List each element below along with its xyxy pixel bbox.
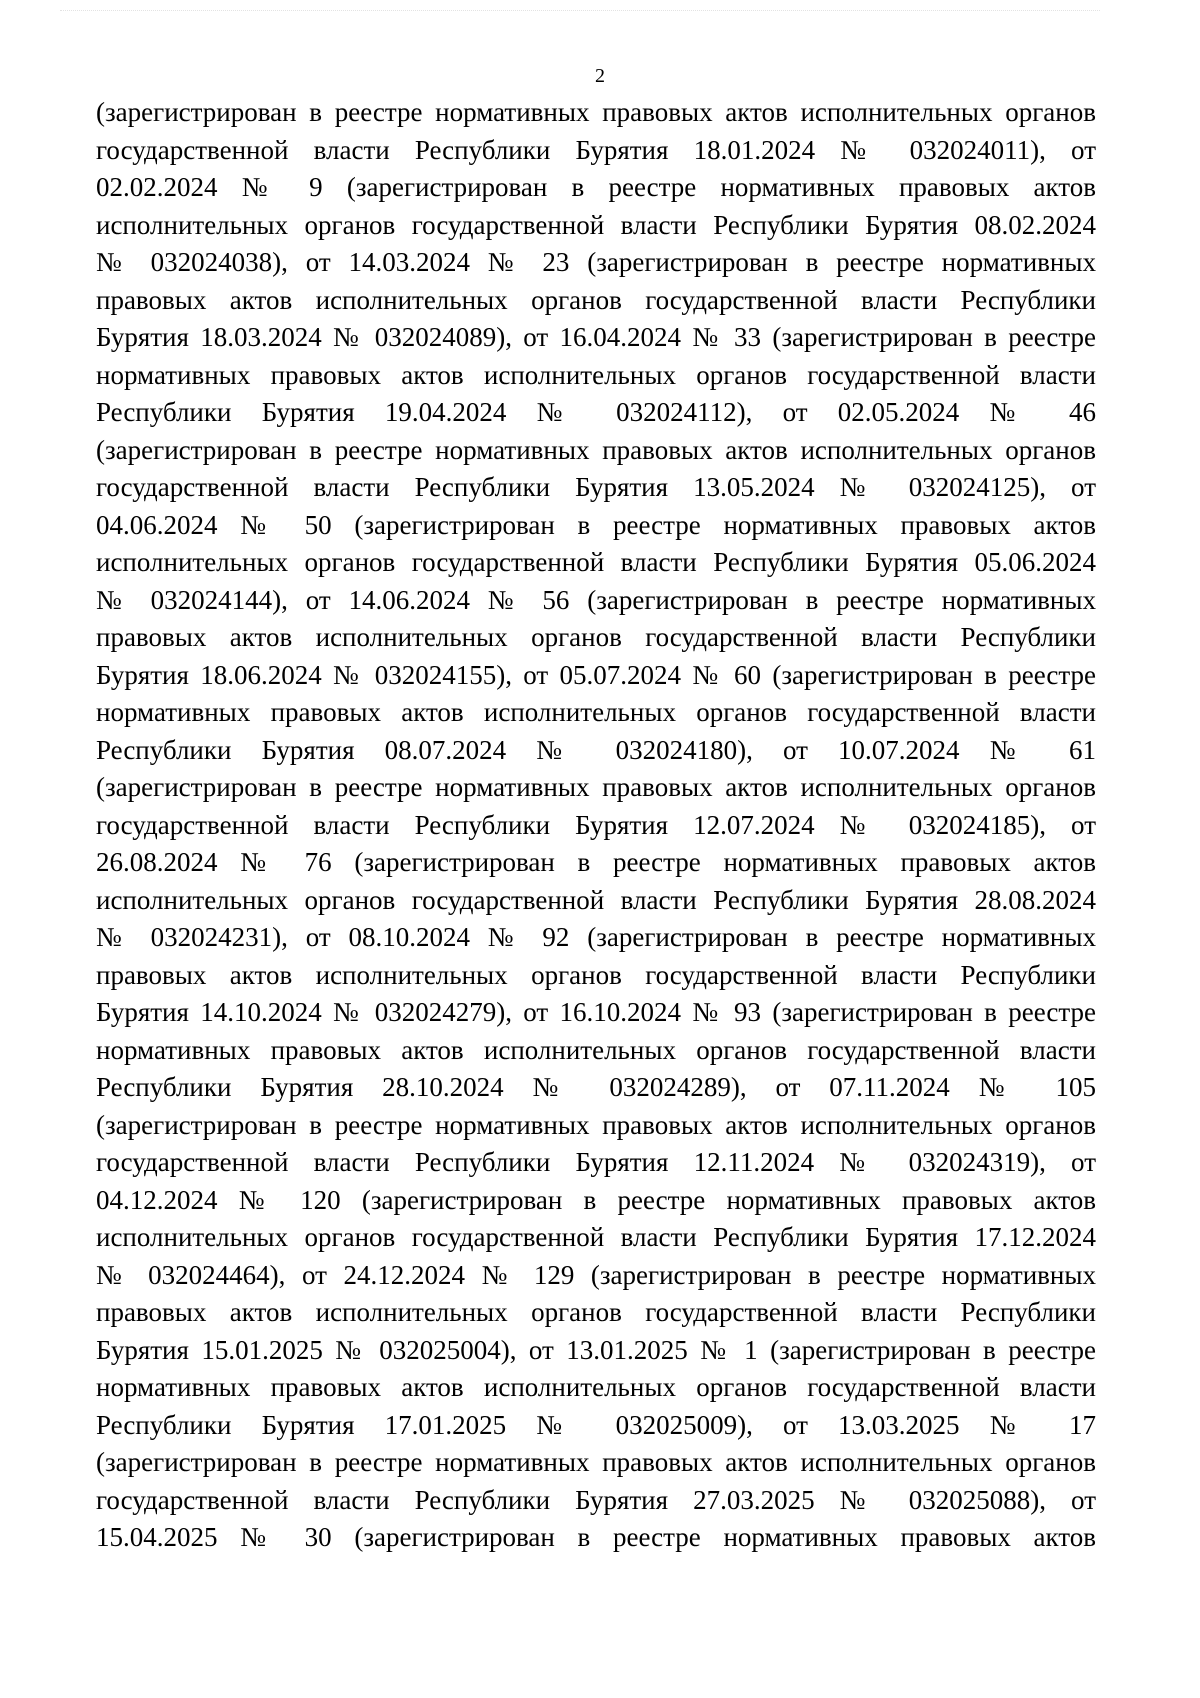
text-line: нормативных правовых актов исполнительных органов государственной власти [96, 697, 1096, 727]
text-line: 26.08.2024 № 76 (зарегистрирован в реестре нормативных правовых актов [96, 847, 1096, 877]
text-line: исполнительных органов государственной власти Республики Бурятия 05.06.2024 [96, 547, 1096, 577]
text-line: Бурятия 14.10.2024 № 032024279), от 16.10.2024 № 93 (зарегистрирован в реестре [96, 997, 1096, 1027]
text-line: государственной власти Республики Бурятия 12.07.2024 № 032024185), от [96, 809, 1096, 840]
text-line: государственной власти Республики Бурятия 18.01.2024 № 032024011), от [96, 134, 1096, 165]
text-line: Республики Бурятия 28.10.2024 № 032024289), от 07.11.2024 № 105 [96, 1072, 1096, 1102]
document-body-text [96, 94, 1096, 1557]
text-line: 15.04.2025 № 30 (зарегистрирован в реестре нормативных правовых актов [96, 1522, 1096, 1552]
text-line: государственной власти Республики Бурятия 13.05.2024 № 032024125), от [96, 472, 1096, 502]
text-line: (зарегистрирован в реестре нормативных правовых актов исполнительных органов [96, 1447, 1096, 1477]
text-line: нормативных правовых актов исполнительных органов государственной власти [96, 1034, 1096, 1065]
text-line: 04.12.2024 № 120 (зарегистрирован в реестре нормативных правовых актов [96, 1184, 1096, 1215]
text-line: правовых актов исполнительных органов государственной власти Республики [96, 622, 1096, 652]
text-line: (зарегистрирован в реестре нормативных правовых актов исполнительных органов [96, 434, 1096, 465]
text-line: Бурятия 18.03.2024 № 032024089), от 16.04.2024 № 33 (зарегистрирован в реестре [96, 322, 1096, 352]
text-line: государственной власти Республики Бурятия 27.03.2025 № 032025088), от [96, 1484, 1096, 1515]
text-line: правовых актов исполнительных органов государственной власти Республики [96, 284, 1096, 315]
text-line: № 032024038), от 14.03.2024 № 23 (зарегистрирован в реестре нормативных [96, 247, 1096, 277]
text-line: правовых актов исполнительных органов государственной власти Республики [96, 1297, 1096, 1327]
text-line: 02.02.2024 № 9 (зарегистрирован в реестре нормативных правовых актов [96, 172, 1096, 202]
scan-noise-strip [60, 10, 1100, 15]
text-line: № 032024231), от 08.10.2024 № 92 (зарегистрирован в реестре нормативных [96, 922, 1096, 952]
text-line: № 032024144), от 14.06.2024 № 56 (зарегистрирован в реестре нормативных [96, 584, 1096, 615]
text-line: № 032024464), от 24.12.2024 № 129 (зарегистрирован в реестре нормативных [96, 1259, 1096, 1290]
text-line: Республики Бурятия 17.01.2025 № 032025009), от 13.03.2025 № 17 [96, 1409, 1096, 1440]
text-line: Республики Бурятия 08.07.2024 № 032024180), от 10.07.2024 № 61 [96, 734, 1096, 765]
page-number: 2 [595, 65, 605, 87]
text-line: (зарегистрирован в реестре нормативных правовых актов исполнительных органов [96, 97, 1096, 127]
text-line: Бурятия 18.06.2024 № 032024155), от 05.07.2024 № 60 (зарегистрирован в реестре [96, 659, 1096, 690]
text-line: (зарегистрирован в реестре нормативных правовых актов исполнительных органов [96, 772, 1096, 802]
text-line: нормативных правовых актов исполнительных органов государственной власти [96, 1372, 1096, 1402]
text-line: (зарегистрирован в реестре нормативных правовых актов исполнительных органов [96, 1109, 1096, 1140]
text-line: нормативных правовых актов исполнительных органов государственной власти [96, 359, 1096, 390]
text-line: Республики Бурятия 19.04.2024 № 032024112), от 02.05.2024 № 46 [96, 397, 1096, 427]
text-line: исполнительных органов государственной власти Республики Бурятия 28.08.2024 [96, 884, 1096, 915]
text-line: исполнительных органов государственной власти Республики Бурятия 08.02.2024 [96, 209, 1096, 240]
text-line: исполнительных органов государственной власти Республики Бурятия 17.12.2024 [96, 1222, 1096, 1252]
text-line: государственной власти Республики Бурятия 12.11.2024 № 032024319), от [96, 1147, 1096, 1177]
text-line: правовых актов исполнительных органов государственной власти Республики [96, 959, 1096, 990]
text-line: Бурятия 15.01.2025 № 032025004), от 13.01.2025 № 1 (зарегистрирован в реестре [96, 1334, 1096, 1365]
text-line: 04.06.2024 № 50 (зарегистрирован в реестре нормативных правовых актов [96, 509, 1096, 540]
